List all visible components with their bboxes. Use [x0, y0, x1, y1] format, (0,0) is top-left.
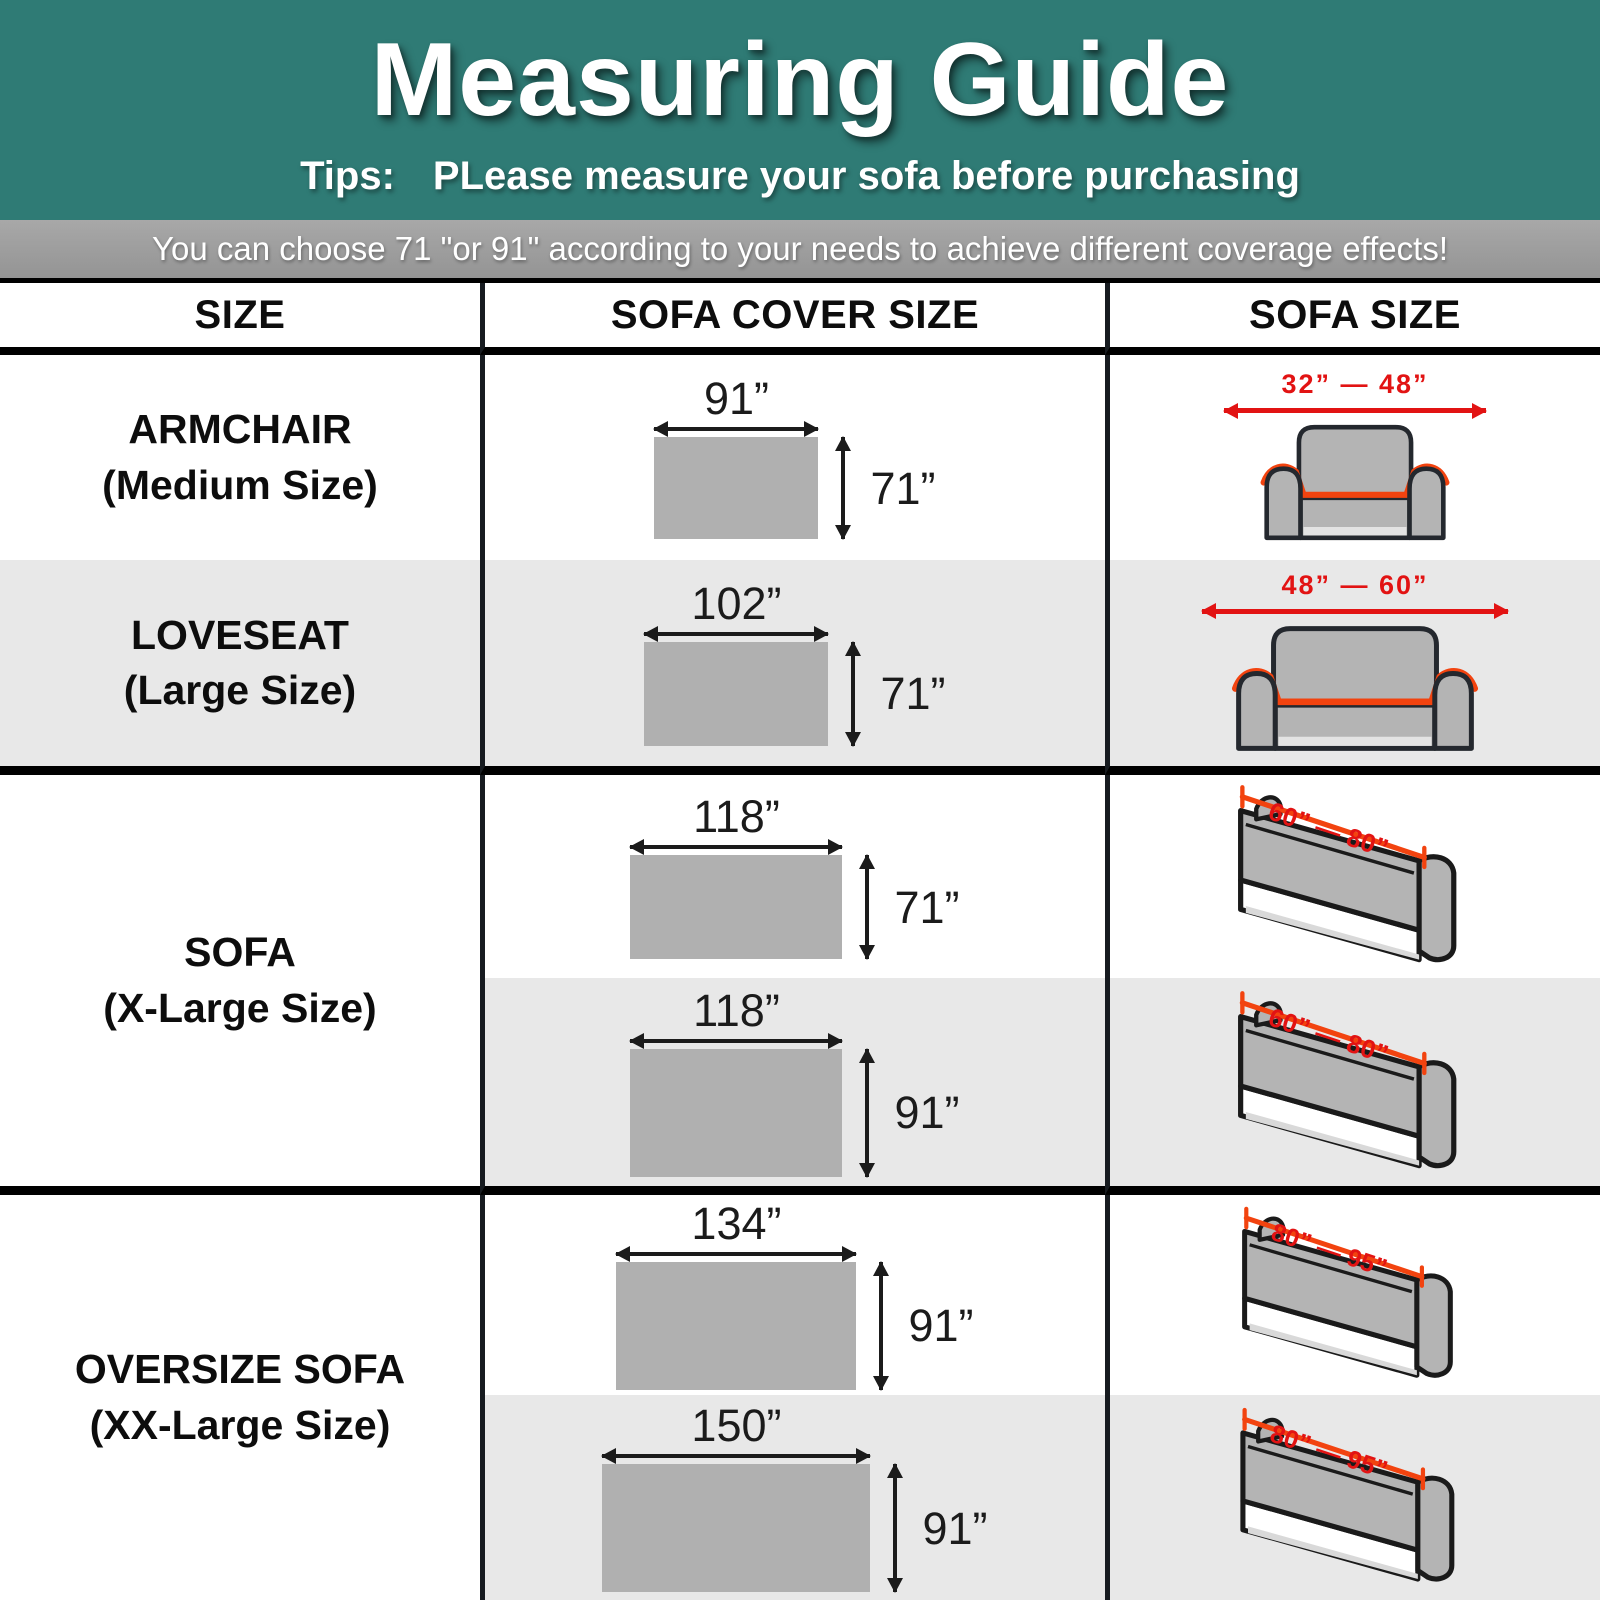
cover-width-label: 134” [691, 1197, 782, 1249]
sofa-range-label: 48” — 60” [1281, 569, 1429, 600]
cover-rect [630, 855, 842, 959]
cover-width-label: 118” [693, 791, 780, 842]
range-arrow-icon [1224, 408, 1486, 413]
row-label-sofa [0, 775, 480, 1195]
cover-height-label: 91” [894, 1087, 960, 1138]
sofa-perspective-icon [1216, 776, 1494, 977]
sofa-size-sofa-a [1105, 775, 1600, 978]
tips-label: Tips: [300, 153, 395, 198]
notice-text: You can choose 71 "or 91" according to your needs to achieve different coverage effects! [151, 230, 1448, 267]
cover-height-label: 71” [894, 881, 960, 933]
height-arrow-icon [851, 642, 855, 746]
height-arrow-icon [841, 437, 845, 539]
cover-height-label: 91” [908, 1300, 974, 1351]
sofa-size-oversize-a [1105, 1195, 1600, 1395]
row-name: SOFA [184, 929, 296, 976]
row-name: ARMCHAIR [128, 406, 352, 453]
row-size-note: (Large Size) [123, 667, 357, 713]
width-arrow-icon [644, 632, 828, 636]
row-size-note: (X-Large Size) [103, 984, 377, 1031]
sofa-size-loveseat [1105, 560, 1600, 775]
cover-height-label: 71” [870, 462, 936, 514]
sofa-range-label: 60” — 80” [1264, 795, 1393, 864]
sofa-range-label: 80” — 95” [1266, 1419, 1391, 1485]
width-arrow-icon [630, 845, 842, 849]
sofa-perspective-icon [1216, 982, 1494, 1183]
cover-rect [644, 642, 828, 746]
cover-width-label: 118” [693, 984, 780, 1036]
cover-diagram-oversize-150 [480, 1395, 1105, 1600]
cover-rect [630, 1049, 842, 1177]
height-arrow-icon [865, 1049, 869, 1177]
row-size-note: (Medium Size) [102, 461, 378, 508]
cover-width-label: 91” [703, 373, 769, 424]
cover-diagram-sofa-71 [480, 775, 1105, 978]
width-arrow-icon [654, 427, 818, 431]
size-table [0, 278, 1600, 1600]
range-arrow-icon [1202, 609, 1508, 614]
sofa-range-label: 60” — 80” [1264, 1001, 1393, 1069]
tips-text: PLease measure your sofa before purchasing [432, 153, 1300, 198]
cover-diagram-loveseat [480, 560, 1105, 775]
notice-bar [0, 220, 1600, 278]
sofa-size-sofa-b [1105, 978, 1600, 1195]
cover-diagram-armchair [480, 355, 1105, 560]
row-name: LOVESEAT [131, 611, 349, 658]
width-arrow-icon [630, 1039, 842, 1043]
loveseat-front-icon [1230, 622, 1480, 755]
height-arrow-icon [865, 855, 869, 959]
banner [0, 0, 1600, 220]
armchair-front-icon [1259, 421, 1451, 544]
sofa-perspective-icon [1219, 1399, 1491, 1596]
cover-rect [654, 437, 818, 539]
sofa-size-oversize-b [1105, 1395, 1600, 1600]
col-header-size: SIZE [0, 283, 480, 355]
col-header-sofa-size: SOFA SIZE [1105, 283, 1600, 355]
row-name: OVERSIZE SOFA [74, 1346, 406, 1393]
cover-width-label: 102” [691, 577, 782, 629]
cover-rect [616, 1262, 856, 1390]
sofa-size-armchair [1105, 355, 1600, 560]
sofa-range-label: 80” — 95” [1267, 1218, 1391, 1283]
sofa-perspective-icon [1221, 1198, 1489, 1392]
cover-height-label: 91” [922, 1502, 988, 1554]
col-header-cover-size: SOFA COVER SIZE [480, 283, 1105, 355]
cover-diagram-oversize-134 [480, 1195, 1105, 1395]
row-size-note: (XX-Large Size) [89, 1401, 391, 1448]
row-label-loveseat [0, 560, 480, 775]
row-label-armchair [0, 355, 480, 560]
cover-rect [602, 1464, 870, 1592]
tips-line [300, 154, 1300, 199]
page-title: Measuring Guide [370, 21, 1230, 138]
height-arrow-icon [893, 1464, 897, 1592]
cover-height-label: 71” [880, 668, 946, 719]
cover-width-label: 150” [691, 1400, 782, 1451]
cover-diagram-sofa-91 [480, 978, 1105, 1195]
sofa-range-label: 32” — 48” [1281, 369, 1429, 399]
width-arrow-icon [602, 1454, 870, 1458]
height-arrow-icon [879, 1262, 883, 1390]
row-label-oversize-sofa [0, 1195, 480, 1600]
width-arrow-icon [616, 1252, 856, 1256]
